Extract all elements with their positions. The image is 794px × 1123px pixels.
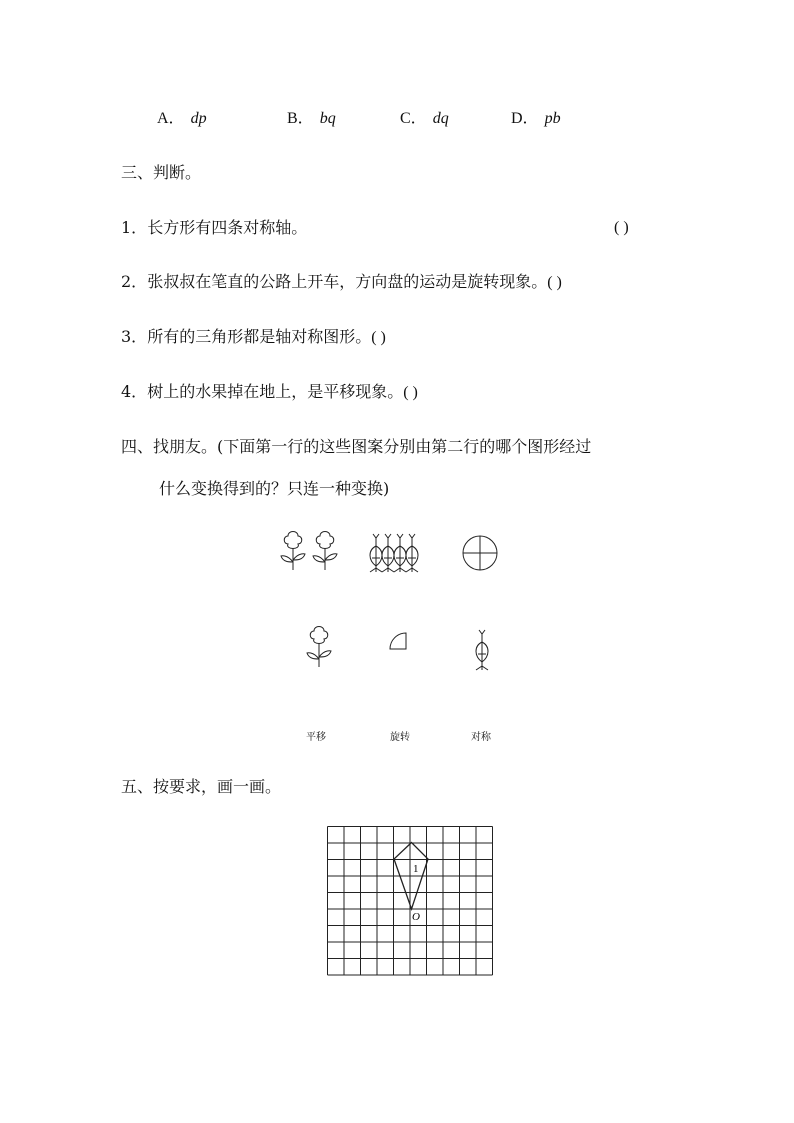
section4-title-line2: 什么变换得到的？只连一种变换) [159, 479, 390, 498]
section4-title-line1: 四、找朋友。(下面第一行的这些图案分别由第二行的哪个图形经过 [121, 437, 592, 456]
item-number: 4． [121, 382, 148, 401]
option-value: dq [432, 110, 449, 127]
option-a [157, 108, 207, 129]
quarter-circle-figure[interactable] [388, 631, 410, 653]
judge-item-1 [121, 218, 307, 238]
item-text: 张叔叔在笔直的公路上开车，方向盘的运动是旋转现象。 [147, 272, 548, 291]
item-number: 2． [121, 272, 148, 291]
label-o: O [412, 911, 420, 923]
option-d [511, 108, 561, 129]
answer-blank-4[interactable]: ( ) [403, 384, 418, 401]
answer-blank-2[interactable]: ( ) [547, 274, 562, 291]
plant-row-pattern [366, 532, 422, 574]
option-value: bq [319, 110, 336, 127]
answer-blank-1[interactable]: ( ) [614, 219, 629, 236]
judge-item-3 [121, 327, 386, 348]
option-b [287, 108, 336, 129]
label-rotation[interactable]: 旋转 [390, 732, 410, 743]
judge-item-2 [121, 272, 562, 293]
answer-blank-3[interactable]: ( ) [371, 329, 386, 346]
divided-circle-pattern [461, 534, 499, 572]
option-letter: C． [400, 110, 427, 127]
label-translation[interactable]: 平移 [306, 732, 326, 743]
option-value: pb [544, 110, 561, 127]
item-text: 所有的三角形都是轴对称图形。 [147, 327, 372, 346]
item-text: 树上的水果掉在地上，是平移现象。 [147, 382, 404, 401]
option-letter: A． [157, 110, 185, 127]
single-flower-figure[interactable] [302, 627, 338, 669]
label-1: 1 [413, 863, 419, 875]
judge-item-4 [121, 382, 418, 403]
option-letter: B． [287, 110, 314, 127]
item-number: 1． [121, 218, 148, 237]
option-letter: D． [511, 110, 539, 127]
section3-title: 三、判断。 [121, 163, 202, 182]
two-flowers-pattern [280, 532, 340, 572]
option-c [400, 108, 449, 129]
half-plant-figure[interactable] [470, 628, 494, 672]
section5-title: 五、按要求，画一画。 [121, 777, 282, 796]
option-value: dp [190, 110, 207, 127]
label-symmetry[interactable]: 对称 [471, 732, 491, 743]
drawing-grid[interactable] [327, 826, 495, 976]
item-number: 3． [121, 327, 148, 346]
item-text: 长方形有四条对称轴。 [147, 218, 308, 237]
